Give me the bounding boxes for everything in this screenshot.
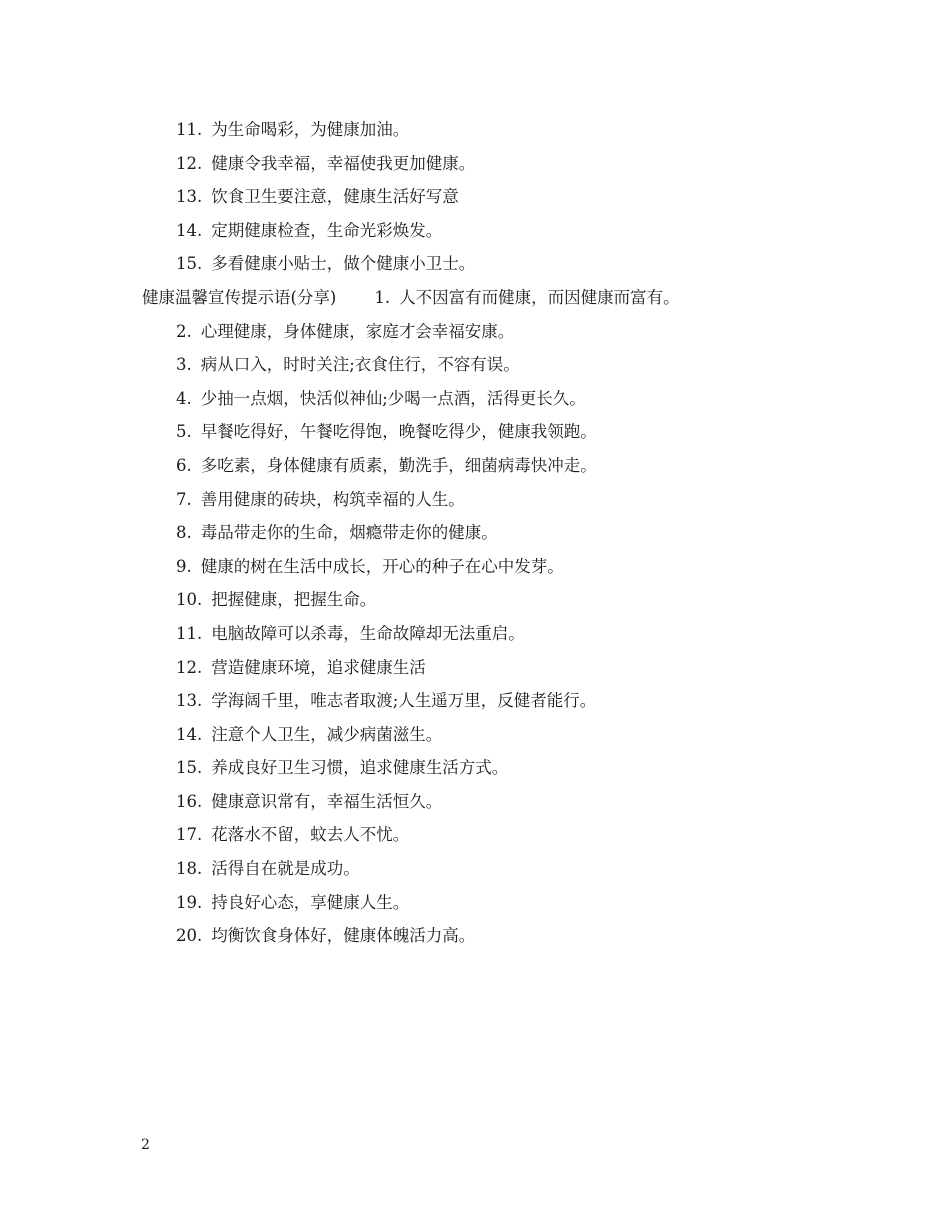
list-item-number: 5. <box>176 422 192 442</box>
list-item-text: 人不因富有而健康，而因健康而富有。 <box>399 287 680 307</box>
list-item-number: 19. <box>176 892 203 912</box>
list-item-number: 15. <box>176 254 203 274</box>
document-body <box>0 113 950 953</box>
list-item <box>0 415 950 449</box>
list-item-text: 多吃素，身体健康有质素，勤洗手，细菌病毒快冲走。 <box>200 455 597 475</box>
list-item-text: 毒品带走你的生命，烟瘾带走你的健康。 <box>200 523 498 543</box>
list-item-number: 13. <box>176 187 203 207</box>
list-item <box>0 247 950 281</box>
list-item-number: 14. <box>176 724 203 744</box>
list-item-number: 13. <box>176 691 203 711</box>
list-item-number: 12. <box>176 153 203 173</box>
list-item-number: 12. <box>176 657 203 677</box>
list-item <box>0 315 950 349</box>
list-item-number: 17. <box>176 825 203 845</box>
list-item <box>0 818 950 852</box>
list-item-number: 15. <box>176 758 203 778</box>
list-item-text: 养成良好卫生习惯，追求健康生活方式。 <box>211 758 509 778</box>
list-item-number: 14. <box>176 220 203 240</box>
list-item-number: 16. <box>176 791 203 811</box>
list-item-number: 8. <box>176 523 192 543</box>
list-item <box>0 852 950 886</box>
list-item <box>0 147 950 181</box>
list-item-text: 为生命喝彩，为健康加油。 <box>211 120 410 139</box>
list-item-number: 6. <box>176 455 192 475</box>
list-item <box>0 617 950 651</box>
list-item <box>0 483 950 517</box>
list-item-number: 11. <box>176 623 203 643</box>
list-item-number: 1. <box>374 287 391 307</box>
list-item <box>0 348 950 382</box>
list-item-text: 善用健康的砖块，构筑幸福的人生。 <box>200 489 465 509</box>
list-item-text: 营造健康环境，追求健康生活 <box>211 657 426 677</box>
list-item-number: 4. <box>176 388 192 408</box>
page-number: 2 <box>141 1137 150 1153</box>
list-item <box>0 516 950 550</box>
list-item <box>0 113 950 147</box>
list-item <box>0 886 950 920</box>
list-item-text: 健康意识常有，幸福生活恒久。 <box>211 791 443 811</box>
list-item-text: 病从口入，时时关注;衣食住行，不容有误。 <box>200 355 520 375</box>
section-heading-line <box>0 281 950 315</box>
list-item-number: 10. <box>176 590 203 610</box>
list-item-number: 3. <box>176 355 192 375</box>
list-item-number: 18. <box>176 859 203 879</box>
list-item <box>0 751 950 785</box>
list-item-text: 定期健康检查，生命光彩焕发。 <box>211 220 443 240</box>
list-item-text: 把握健康，把握生命。 <box>211 590 377 610</box>
list-item-number: 11. <box>176 120 203 139</box>
list-item-text: 饮食卫生要注意，健康生活好写意 <box>211 187 459 207</box>
section-title: 健康温馨宣传提示语(分享) <box>142 287 337 307</box>
list-item-number: 7. <box>176 489 192 509</box>
list-item-text: 电脑故障可以杀毒，生命故障却无法重启。 <box>211 623 525 643</box>
list-item <box>0 919 950 953</box>
list-item-number: 2. <box>176 321 192 341</box>
list-item <box>0 718 950 752</box>
list-item <box>0 449 950 483</box>
list-item-text: 心理健康，身体健康，家庭才会幸福安康。 <box>200 321 515 341</box>
list-item <box>0 214 950 248</box>
list-item-text: 均衡饮食身体好，健康体魄活力高。 <box>211 926 476 946</box>
list-item-text: 少抽一点烟，快活似神仙;少喝一点酒，活得更长久。 <box>200 388 586 408</box>
list-item-text: 多看健康小贴士，做个健康小卫士。 <box>211 254 476 274</box>
list-item <box>0 550 950 584</box>
list-item-text: 持良好心态，享健康人生。 <box>211 892 410 912</box>
list-item-text: 注意个人卫生，减少病菌滋生。 <box>211 724 443 744</box>
list-item <box>0 583 950 617</box>
list-item <box>0 651 950 685</box>
list-item-number: 9. <box>176 556 192 576</box>
list-item <box>0 684 950 718</box>
list-item-text: 活得自在就是成功。 <box>211 859 360 879</box>
list-item-text: 早餐吃得好，午餐吃得饱，晚餐吃得少，健康我领跑。 <box>200 422 597 442</box>
list-item <box>0 180 950 214</box>
list-item-number: 20. <box>176 926 203 946</box>
list-item-text: 健康令我幸福，幸福使我更加健康。 <box>211 153 476 173</box>
list-item-text: 学海阔千里，唯志者取渡;人生遥万里，反健者能行。 <box>211 691 597 711</box>
list-item-text: 健康的树在生活中成长，开心的种子在心中发芽。 <box>200 556 564 576</box>
list-item <box>0 382 950 416</box>
list-item <box>0 785 950 819</box>
list-item-text: 花落水不留，蚊去人不忧。 <box>211 825 410 845</box>
